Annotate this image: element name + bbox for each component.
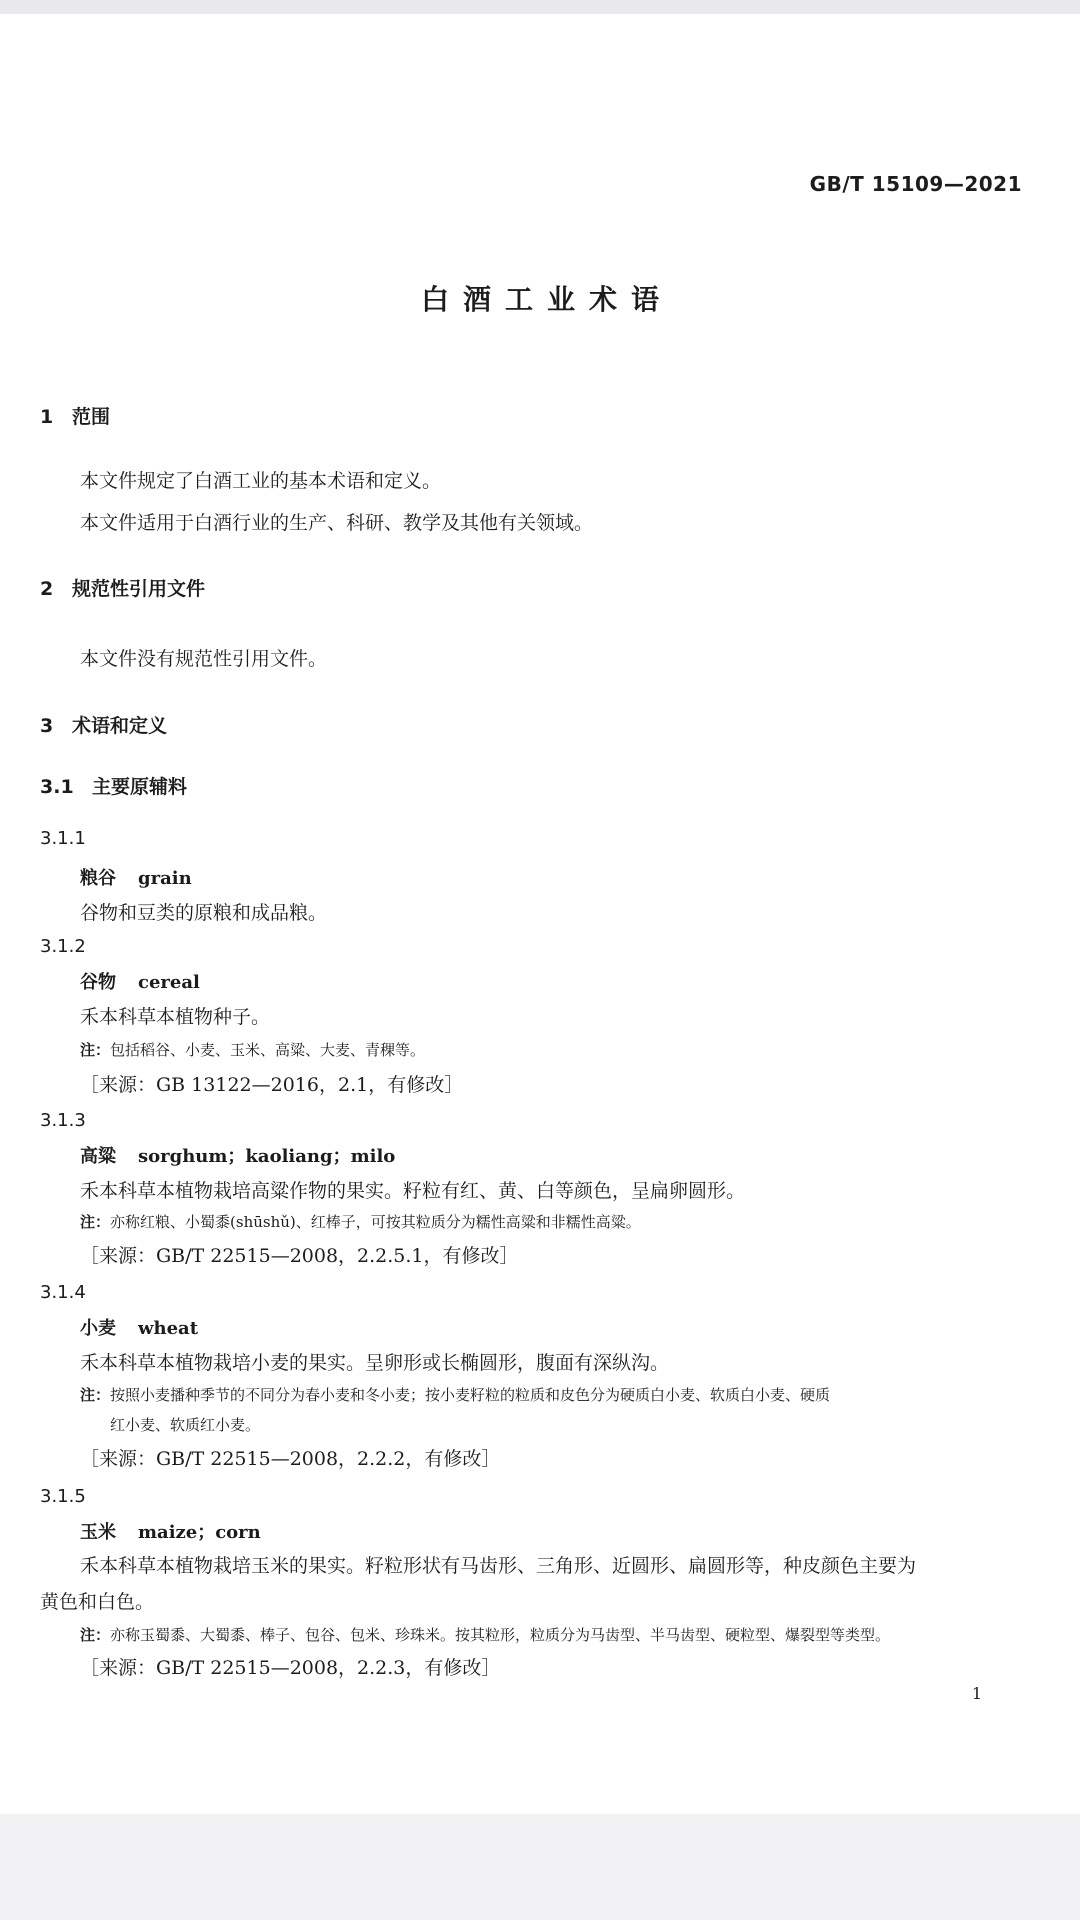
term-source: ［来源：GB/T 22515—2008，2.2.5.1，有修改］: [80, 1245, 519, 1267]
term-heading: [80, 974, 200, 992]
term-definition: 禾本科草本植物种子。: [80, 1006, 271, 1028]
section-title: 主要原辅料: [92, 776, 188, 798]
term-heading: [80, 1320, 198, 1338]
term-number: 3.1.3: [40, 1110, 86, 1131]
term-source: ［来源：GB 13122—2016，2.1，有修改］: [80, 1074, 464, 1096]
standard-code: GB/T 15109—2021: [809, 172, 1022, 196]
section-number: 3: [40, 715, 54, 737]
term-note: [80, 1388, 830, 1403]
term-english: maize；corn: [138, 1522, 261, 1543]
term-source: ［来源：GB/T 22515—2008，2.2.2，有修改］: [80, 1448, 501, 1470]
term-note-continuation: 红小麦、软质红小麦。: [110, 1416, 261, 1434]
term-source: ［来源：GB/T 22515—2008，2.2.3，有修改］: [80, 1657, 501, 1679]
paragraph: 本文件没有规范性引用文件。: [80, 648, 328, 670]
term-chinese: 粮谷: [80, 868, 116, 889]
note-text: 亦称玉蜀黍、大蜀黍、棒子、包谷、包米、珍珠米。按其粒形，粒质分为马齿型、半马齿型、硬粒型、爆裂型等类型。: [110, 1626, 891, 1644]
section-2-heading: [40, 580, 205, 599]
note-label: 注：: [80, 1041, 111, 1059]
paragraph: 本文件适用于白酒行业的生产、科研、教学及其他有关领域。: [80, 512, 594, 534]
section-number: 1: [40, 406, 54, 428]
term-note: [80, 1628, 890, 1643]
section-number: 2: [40, 578, 54, 600]
section-3-heading: [40, 717, 167, 736]
term-english: grain: [138, 868, 192, 889]
term-definition: 禾本科草本植物栽培小麦的果实。呈卵形或长椭圆形，腹面有深纵沟。: [80, 1352, 670, 1374]
term-chinese: 谷物: [80, 972, 116, 993]
paragraph: 本文件规定了白酒工业的基本术语和定义。: [80, 470, 442, 492]
term-number: 3.1.1: [40, 828, 86, 849]
note-text: 包括稻谷、小麦、玉米、高粱、大麦、青稞等。: [110, 1041, 426, 1059]
section-title: 术语和定义: [72, 715, 168, 737]
section-title: 规范性引用文件: [72, 578, 206, 600]
term-definition: 禾本科草本植物栽培玉米的果实。籽粒形状有马齿形、三角形、近圆形、扁圆形等，种皮颜色主要为: [80, 1555, 917, 1577]
section-1-heading: [40, 408, 110, 427]
term-english: sorghum；kaoliang；milo: [138, 1146, 396, 1167]
term-heading: [80, 1524, 261, 1542]
bottom-bar: [0, 1814, 1080, 1920]
term-chinese: 高粱: [80, 1146, 116, 1167]
term-number: 3.1.2: [40, 936, 86, 957]
term-chinese: 小麦: [80, 1318, 116, 1339]
term-english: wheat: [138, 1318, 199, 1339]
term-definition-continuation: 黄色和白色。: [40, 1591, 155, 1613]
term-heading: [80, 1148, 395, 1166]
document-title: 白酒工业术语: [420, 283, 673, 316]
note-label: 注：: [80, 1626, 111, 1644]
term-definition: 谷物和豆类的原粮和成品粮。: [80, 902, 328, 924]
term-chinese: 玉米: [80, 1522, 116, 1543]
term-english: cereal: [138, 972, 200, 993]
note-text: 按照小麦播种季节的不同分为春小麦和冬小麦；按小麦籽粒的粒质和皮色分为硬质白小麦、软质白小麦、硬质: [110, 1386, 831, 1404]
note-label: 注：: [80, 1386, 111, 1404]
term-note: [80, 1215, 641, 1230]
note-text: 亦称红粮、小蜀黍(shūshǔ)、红棒子，可按其粒质分为糯性高粱和非糯性高粱。: [110, 1213, 641, 1231]
term-heading: [80, 870, 192, 888]
subsection-3-1-heading: [40, 778, 187, 797]
term-note: [80, 1043, 425, 1058]
note-label: 注：: [80, 1213, 111, 1231]
term-number: 3.1.4: [40, 1282, 86, 1303]
document-page: [0, 14, 1080, 1814]
page-number: 1: [971, 1684, 982, 1703]
section-number: 3.1: [40, 776, 74, 798]
section-title: 范围: [72, 406, 111, 428]
term-definition: 禾本科草本植物栽培高粱作物的果实。籽粒有红、黄、白等颜色，呈扁卵圆形。: [80, 1180, 746, 1202]
term-number: 3.1.5: [40, 1486, 86, 1507]
